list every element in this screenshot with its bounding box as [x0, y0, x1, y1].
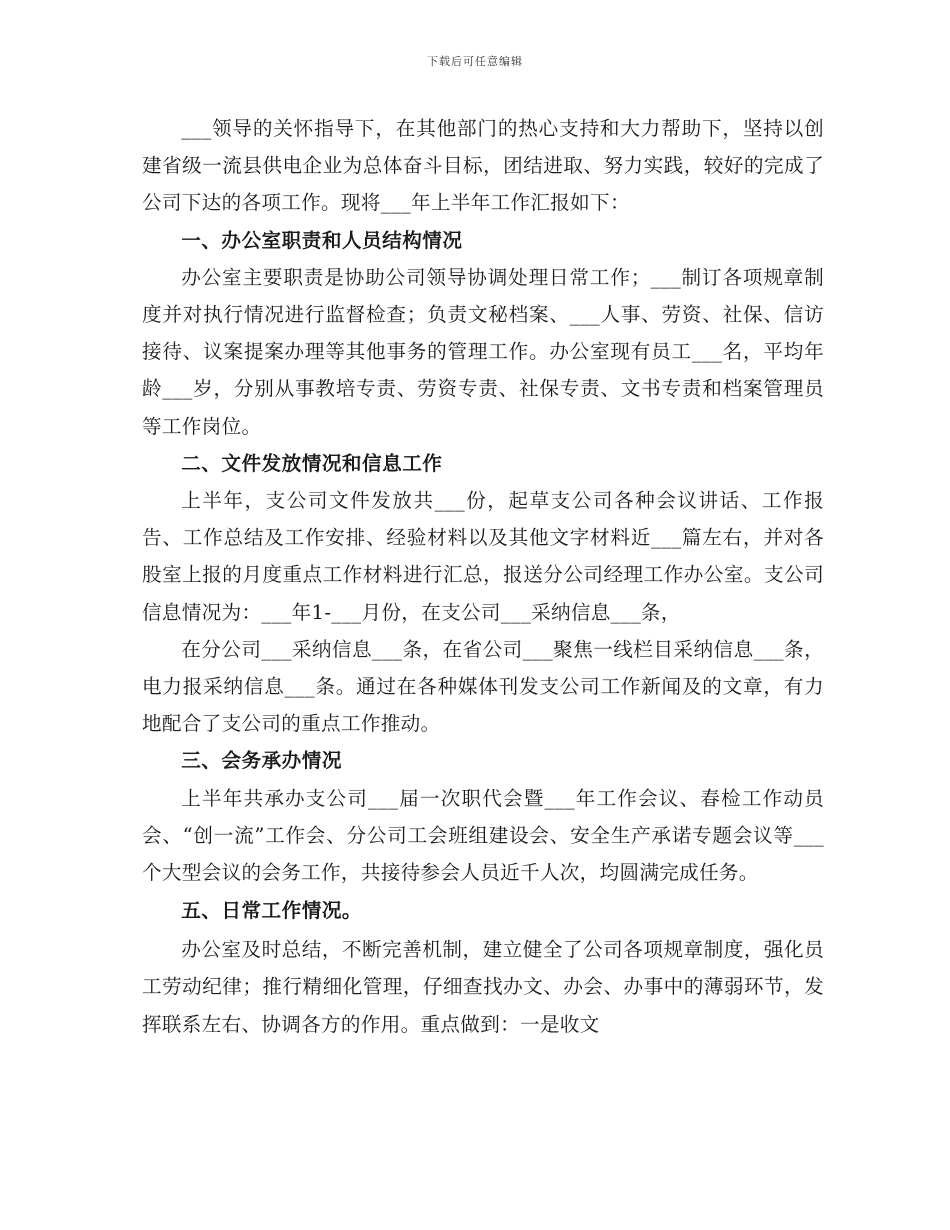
documents-info-paragraph-2: 在分公司___采纳信息___条，在省公司___聚焦一线栏目采纳信息___条，电力报采纳信息___条。通过在各种媒体刊发支公司工作新闻及的文章，有力地配合了支公司的重点工作推动。: [142, 637, 824, 736]
section-heading-documents-info: 二、文件发放情况和信息工作: [181, 451, 443, 475]
documents-info-paragraph-1: 上半年，支公司文件发放共___份，起草支公司各种会议讲话、工作报告、工作总结及工作安排、经验材料以及其他文字材料近___篇左右，并对各股室上报的月度重点工作材料进行汇总，报送分公司经理工作办公室。支公司信息情况为：___年1-___月份，在支公司___采纳信息___条，: [142, 489, 824, 624]
daily-work-paragraph: 办公室及时总结，不断完善机制，建立健全了公司各项规章制度，强化员工劳动纪律；推行精细化管理，仔细查找办文、办会、办事中的薄弱环节，发挥联系左右、协调各方的作用。重点做到：一是收文: [142, 938, 824, 1036]
intro-paragraph: ___领导的关怀指导下，在其他部门的热心支持和大力帮助下，坚持以创建省级一流县供电企业为总体奋斗目标，团结进取、努力实践，较好的完成了公司下达的各项工作。现将___年上半年工作汇报如下：: [142, 117, 824, 215]
meetings-paragraph: 上半年共承办支公司___届一次职代会暨___年工作会议、春检工作动员会、“创一流”工作会、分公司工会班组建设会、安全生产承诺专题会议等___个大型会议的会务工作，共接待参会人员近千人次，均圆满完成任务。: [142, 786, 824, 885]
section-heading-meetings: 三、会务承办情况: [181, 749, 342, 773]
page-header-note: 下载后可任意编辑: [427, 55, 523, 68]
office-duties-paragraph: 办公室主要职责是协助公司领导协调处理日常工作；___制订各项规章制度并对执行情况进行监督检查；负责文秘档案、___人事、劳资、社保、信访接待、议案提案办理等其他事务的管理工作。办公室现有员工___名，平均年龄___岁，分别从事教培专责、劳资专责、社保专责、文书专责和档案管理员等工作岗位。: [142, 265, 824, 438]
document-body: [142, 110, 824, 1043]
section-heading-daily-work: 五、日常工作情况。: [181, 899, 363, 923]
section-heading-office-duties: 一、办公室职责和人员结构情况: [181, 228, 463, 252]
